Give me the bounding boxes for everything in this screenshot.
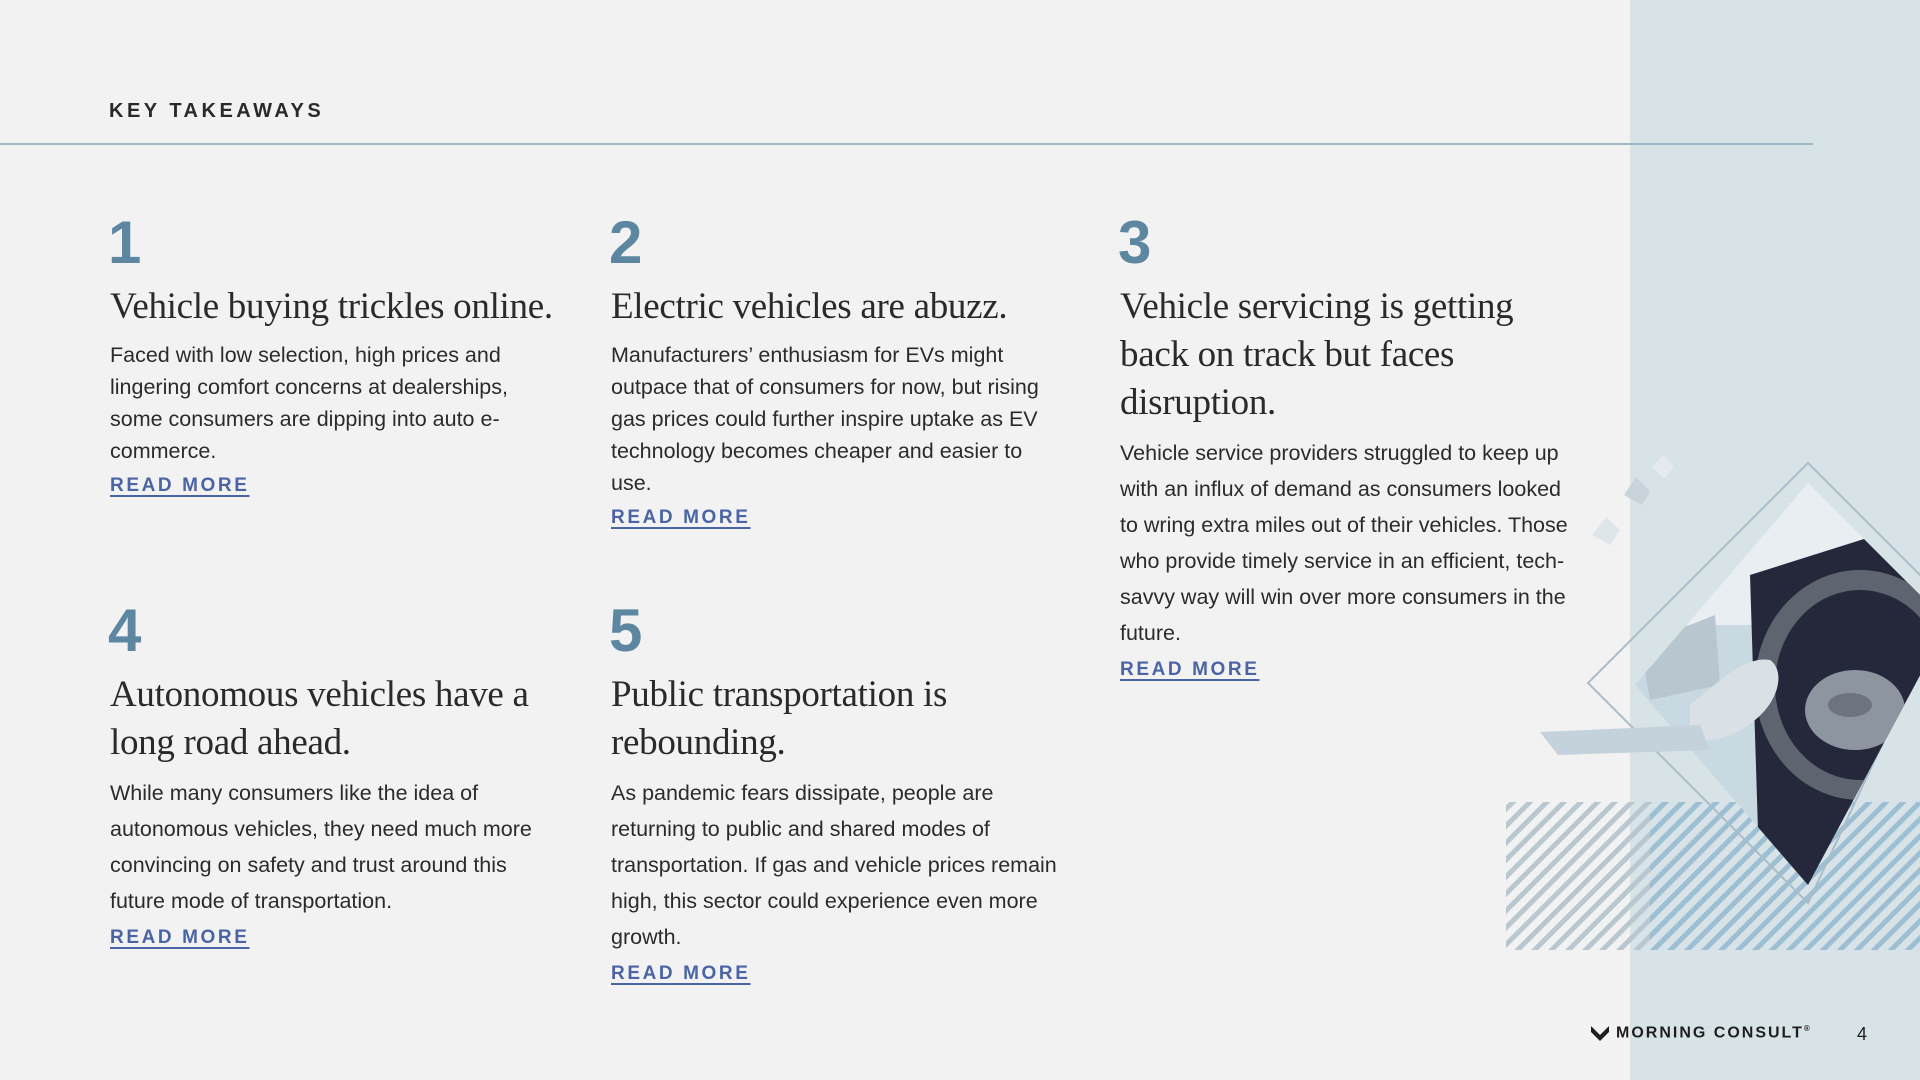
page-number: 4 xyxy=(1857,1024,1868,1044)
takeaway-title: Electric vehicles are abuzz. xyxy=(611,286,1008,327)
read-more-link[interactable]: READ MORE xyxy=(110,475,250,496)
morning-consult-logo xyxy=(1590,1024,1812,1042)
takeaway-number: 1 xyxy=(108,209,142,276)
takeaway-number: 4 xyxy=(108,597,142,664)
read-more-link[interactable]: READ MORE xyxy=(611,963,751,984)
takeaway-body: Vehicle service providers struggled to keep up with an influx of demand as consumers looked to wring extra miles out of their vehicles. Those who provide timely service in an efficient, tech-savvy way will win over more consumers in the future. xyxy=(1120,441,1568,645)
takeaway-4 xyxy=(108,597,560,949)
takeaway-body: While many consumers like the idea of autonomous vehicles, they need much more convincing on safety and trust around this future mode of transportation. xyxy=(110,781,532,913)
morning-consult-logo-icon xyxy=(1590,1024,1610,1042)
takeaway-title: Autonomous vehicles have a long road ahead. xyxy=(110,674,529,763)
takeaway-1 xyxy=(108,209,560,497)
takeaway-number: 2 xyxy=(609,209,643,276)
takeaway-body: As pandemic fears dissipate, people are returning to public and shared modes of transportation. If gas and vehicle prices remain high, this sector could experience even more growth. xyxy=(611,781,1057,949)
takeaway-title: Public transportation is rebounding. xyxy=(611,674,948,763)
takeaway-title: Vehicle buying trickles online. xyxy=(110,286,553,327)
takeaway-title: Vehicle servicing is getting back on track but faces disruption. xyxy=(1120,286,1514,423)
takeaway-number: 5 xyxy=(609,597,643,664)
takeaway-number: 3 xyxy=(1118,209,1152,276)
section-label: KEY TAKEAWAYS xyxy=(109,100,325,122)
header-divider xyxy=(0,143,1813,145)
takeaway-body: Faced with low selection, high prices and lingering comfort concerns at dealerships, some consumers are dipping into auto e-commerce. xyxy=(110,343,508,463)
brand-name: MORNING CONSULT® xyxy=(1616,1024,1812,1042)
read-more-link[interactable]: READ MORE xyxy=(611,507,751,528)
takeaway-5 xyxy=(609,597,1061,985)
read-more-link[interactable]: READ MORE xyxy=(110,927,250,948)
read-more-link[interactable]: READ MORE xyxy=(1120,659,1260,680)
steering-wheel-illustration xyxy=(1500,455,1920,955)
takeaway-body: Manufacturers’ enthusiasm for EVs might outpace that of consumers for now, but rising gas prices could further inspire uptake as EV technology becomes cheaper and easier to use. xyxy=(611,343,1039,495)
takeaway-2 xyxy=(609,209,1061,529)
